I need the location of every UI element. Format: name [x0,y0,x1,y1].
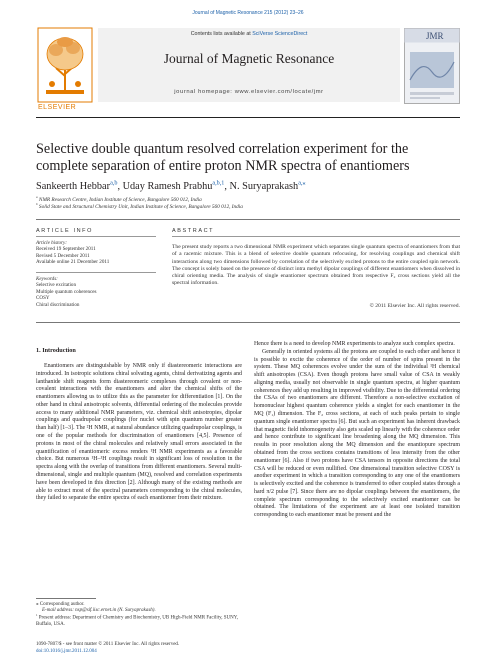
article-history [36,240,164,266]
keywords-label: Keywords: [36,276,58,282]
article-title: Selective double quantum resolved correlation experiment for the complete separation of entire proton NMR spectra of enantiomers [36,141,410,174]
footnote-email[interactable]: E-mail address: nsp@sif.iisc.ernet.in (N. Suryaprakash). [42,608,156,614]
contents-prefix: Contents lists available at [190,31,253,37]
elsevier-wordmark: ELSEVIER [38,104,77,111]
contents-line [98,31,400,37]
divider [36,219,460,220]
footnote-rule [36,598,96,599]
header-rule [36,117,460,118]
cover-jmr-text: JMR [426,31,444,41]
history-item: Available online 21 December 2011 [36,259,110,266]
section-heading: 1. Introduction [36,347,76,354]
article-info-heading: ARTICLE INFO [36,228,93,234]
author-name: Sankeerth Hebbar [36,181,111,192]
divider [36,236,156,237]
journal-homepage-link[interactable]: journal homepage: www.elsevier.com/locate/jmr [174,89,324,95]
keywords [36,276,164,308]
author-name: N. Suryaprakash [229,181,299,192]
front-matter-line: 1090-7807/$ - see front matter © 2011 Elsevier Inc. All rights reserved. [36,642,180,647]
history-item: Received 19 September 2011 [36,246,96,253]
abstract-copyright: © 2011 Elsevier Inc. All rights reserved. [369,303,460,309]
divider [36,272,156,273]
affiliation: $^a$ NMR Research Centre, Indian Institute of Science, Bangalore 560 012, India [36,195,202,203]
author-affiliation-mark[interactable]: a,b,1 [212,179,225,187]
paragraph: Generally in oriented systems all the protons are coupled to each other and hence it is possible to excite the coherence of the order of number of spins present in the system. These MQ coherences evolve under the sum of the individual ¹H chemical shift anisotropies (CSA). Even though protons have small value of CSA in weakly aligning media, usually not observable in single quantum spectra, at higher quantum coherences they add up resulting in improved visibility. Due to the differential ordering the CSAs of two enantiomers are different. Therefore a non-selective excitation of homonuclear highest quantum coherence yields a singlet for each enantiomer in the MQ (F₁) dimension. The F₂ cross sections, at each of such peaks pertain to single quantum single enantiomer spectra [6]. But such an experiment has inherent drawback that magnetic field inhomogeneity also gets scaled up linearly with the coherence order and hence contribute to significant line broadening along the MQ dimension. This results in poor resolution along the MQ dimension and the enantiopure spectrum obtained from the cross sections contains transitions of less intensity from the other enantiomer [6]. Also if two protons have CSA tensors in opposite directions the total CSA will be reduced or even nullified. One dimensional transition selective COSY is another experiment in which a transition corresponding to any one of the enantiomers is selectively excited and the coherence is transferred to other coupled states through a hard π/2 pulse [7]. Since there are no dipolar couplings between the enantiomers, the complete spectrum corresponding to the selectively excited enantiomer can be obtained. The limitations of the experiment are at least one isolated transition corresponding to each enantiomer must be present and the [254,348,460,519]
intro-left-column [36,363,242,503]
history-item: Revised 5 December 2011 [36,252,90,259]
paragraph: Enantiomers are distinguishable by NMR only if diastereomeric interactions are introduced. In isotropic solutions chiral solvating agents, chiral derivatizing agents and lanthanide shift reagents form diastereomeric complexes through covalent or non-covalent interactions with the enantiomers and alter the chemical shifts of the enantiomers allowing us to utilize this as the parameter for differentiation [1]. On the other hand in chiral anisotropic solvents, differential ordering of the molecules provide access to many additional NMR parameters, viz. chemical shift anisotropies, dipolar couplings and quadrupolar couplings (for nuclei with spin quantum number greater than half) [1–3]. The ²H NMR, at natural abundance utilizing quadrupolar couplings, is one of the popular methods for discrimination of enantiomers [4,5]. Presence of protons in most of the chiral molecules and relatively small errors associated in the quantification of enantiomeric excess renders ¹H NMR experiments as a favorable choice. But numerous ¹H–¹H couplings result in significant loss of resolution in the spectra along with the overlap of transitions from different enantiomers. Several multi-dimensional, single and multiple quantum (MQ), resolved and correlation experiments have been developed in this direction [2]. Although many of the existing methods are able to extract most of the spectral parameters corresponding to the chiral molecules, they failed to separate the entire spectra of each enantiomer from their mixture. [36,363,242,502]
history-label: Article history: [36,240,67,246]
abstract-heading: ABSTRACT [172,228,215,234]
footnotes [36,602,242,628]
abstract-text: The present study reports a two dimensional NMR experiment which separates single quantum spectra of enantiomers from that of a racemic mixture. This is a blend of selective double quantum refocusing, for resolving couplings and chemical shift interactions along two dimensions followed by correlation of the selectively excited protons to the entire coupled spin network. The concept is solely based on the presence of distinct intra methyl dipolar couplings of different enantiomers when dissolved in chiral orienting media. The analysis of single enantiomer spectrum obtained from respective F₂ cross sections yield all the spectral information. [172,244,460,287]
affiliation: $^b$ Solid State and Structural Chemistry Unit, Indian Institute of Science, Bangalore 560 012, India [36,202,243,210]
divider [172,236,460,237]
divider [36,322,460,323]
journal-title: Journal of Magnetic Resonance [163,51,335,66]
keyword: Selective excitation [36,282,77,289]
elsevier-tree-logo [36,26,94,111]
paragraph: Hence there is a need to develop NMR experiments to analyze such complex spectra. [254,341,455,347]
keyword: Chiral discrimination [36,301,80,308]
author-list: Sankeerth Hebbar$^{a,b}$, Uday Ramesh Prabhu$^{a,b,1}$, N. Suryaprakash$^{a,⁎}$ [36,179,306,192]
journal-banner [98,28,400,102]
footnote: ⁎ Corresponding author. [36,602,85,607]
intro-right-column [254,341,460,520]
author-affiliation-mark[interactable]: a,⁎ [298,179,306,187]
author-affiliation-mark[interactable]: a,b [110,179,118,187]
keyword: COSY [36,295,50,302]
journal-cover-thumbnail [404,28,460,104]
keyword: Multiple quantum coherences [36,288,97,295]
footnote: $^1$ Present address: Department of Chemistry and Biochemistry, UB High-Field NMR Facility, SUNY, Buffalo, USA. [36,612,238,627]
sciencedirect-link[interactable]: SciVerse ScienceDirect [252,31,308,37]
doi-link[interactable]: doi:10.1016/j.jmr.2011.12.004 [36,649,97,654]
author-name: Uday Ramesh Prabhu [122,181,213,192]
journal-citation-link[interactable]: Journal of Magnetic Resonance 215 (2012) 23–26 [192,10,304,16]
journal-header [36,26,460,114]
